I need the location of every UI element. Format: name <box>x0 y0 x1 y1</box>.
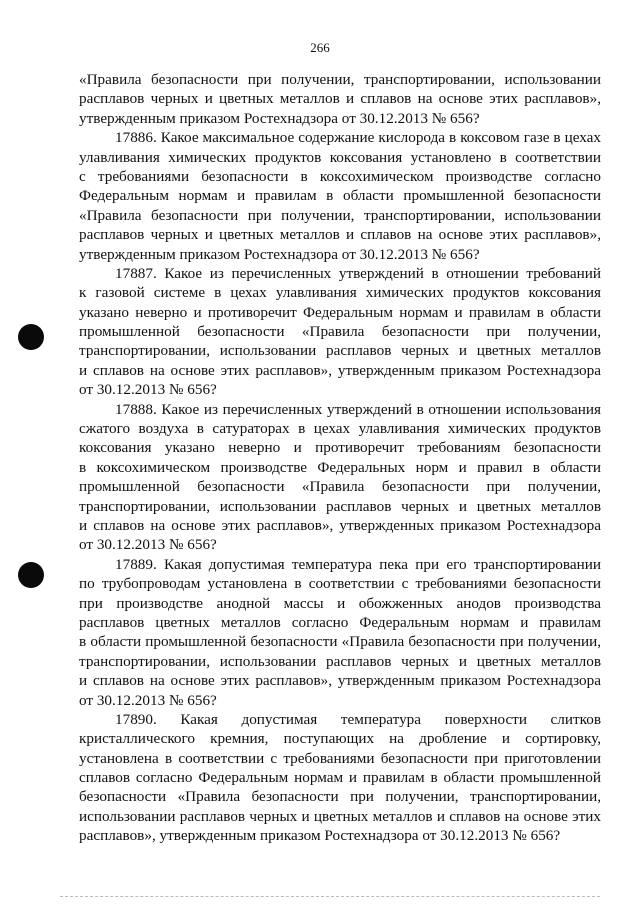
text-line: 17887. Какое из перечисленных утверждений в отношении требований <box>115 264 601 282</box>
text-line: коксования указано неверно и противоречит требованиям безопасности <box>79 439 601 457</box>
text-line: 17888. Какое из перечисленных утверждений в отношении использования <box>115 400 601 418</box>
text-line: расплавов черных и цветных металлов и сплавов на основе этих расплавов», <box>79 90 601 108</box>
text-line: указано неверно и противоречит Федеральным нормам и правилам в области <box>79 303 601 321</box>
text-line: «Правила безопасности при получении, транспортировании, использовании <box>79 206 601 224</box>
text-line: безопасности «Правила безопасности при получении, транспортировании, <box>79 788 601 806</box>
text-line: расплавов черных и цветных металлов и сплавов на основе этих расплавов», <box>79 226 601 244</box>
text-line: от 30.12.2013 № 656? <box>79 381 217 399</box>
punch-hole-mark <box>18 562 44 588</box>
document-body-text <box>79 70 601 846</box>
text-line: утвержденным приказом Ростехнадзора от 30.12.2013 № 656? <box>79 109 480 127</box>
text-line: транспортировании, использовании расплавов черных и цветных металлов <box>79 652 601 670</box>
text-line: установлена в соответствии с требованиями безопасности при приготовлении <box>79 749 601 767</box>
page-bottom-edge <box>60 896 600 897</box>
text-line: Федеральным нормам и правилам в области промышленной безопасности <box>79 187 601 205</box>
text-line: транспортировании, использовании расплавов черных и цветных металлов <box>79 497 601 515</box>
text-line: расплавов цветных металлов согласно Федеральным нормам и правилам <box>79 613 601 631</box>
text-line: улавливания химических продуктов коксования установлено в соответствии <box>79 148 601 166</box>
text-line: 17889. Какая допустимая температура пека при его транспортировании <box>115 555 601 573</box>
text-line: 17886. Какое максимальное содержание кислорода в коксовом газе в цехах <box>115 129 601 147</box>
text-line: с требованиями безопасности в коксохимическом производстве согласно <box>79 167 601 185</box>
text-line: при производстве анодной массы и обожженных анодов производства <box>79 594 601 612</box>
text-line: и сплавов на основе этих расплавов», утвержденных приказом Ростехнадзора <box>79 516 601 534</box>
text-line: утвержденным приказом Ростехнадзора от 30.12.2013 № 656? <box>79 245 480 263</box>
text-line: промышленной безопасности «Правила безопасности при получении, <box>79 478 601 496</box>
text-line: 17890. Какая допустимая температура поверхности слитков <box>115 710 601 728</box>
text-line: в области промышленной безопасности «Правила безопасности при получении, <box>79 633 601 651</box>
text-line: и сплавов на основе этих расплавов», утвержденным приказом Ростехнадзора <box>79 672 601 690</box>
punch-hole-mark <box>18 324 44 350</box>
text-line: кристаллического кремния, поступающих на дробление и сортировку, <box>79 730 601 748</box>
text-line: использовании расплавов черных и цветных металлов и сплавов на основе этих <box>79 807 601 825</box>
page-number: 266 <box>310 40 330 55</box>
text-line: сплавов согласно Федеральным нормам и правилам в области промышленной <box>79 769 601 787</box>
text-line: промышленной безопасности «Правила безопасности при получении, <box>79 323 601 341</box>
text-line: по трубопроводам установлена в соответствии с требованиями безопасности <box>79 575 601 593</box>
text-line: транспортировании, использовании расплавов черных и цветных металлов <box>79 342 601 360</box>
text-line: «Правила безопасности при получении, транспортировании, использовании <box>79 71 601 88</box>
text-line: и сплавов на основе этих расплавов», утвержденным приказом Ростехнадзора <box>79 361 601 379</box>
text-line: к газовой системе в цехах улавливания химических продуктов коксования <box>79 284 601 302</box>
text-line: в коксохимическом производстве Федеральных норм и правил в области <box>79 458 601 476</box>
text-line: от 30.12.2013 № 656? <box>79 691 217 709</box>
text-line: от 30.12.2013 № 656? <box>79 536 217 554</box>
text-line: сжатого воздуха в сатураторах в цехах улавливания химических продуктов <box>79 420 601 438</box>
text-line: расплавов», утвержденным приказом Ростехнадзора от 30.12.2013 № 656? <box>79 827 561 845</box>
